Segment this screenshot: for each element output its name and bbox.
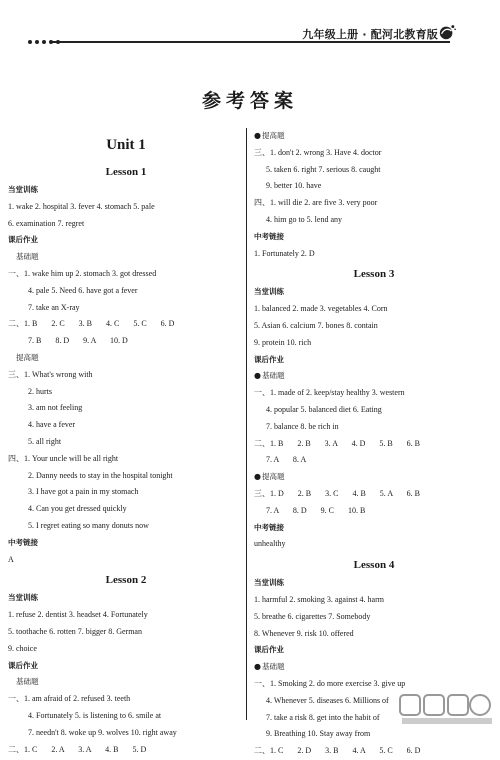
answer-line: unhealthy [254,539,286,549]
answer-line: 一、1. wake him up 2. stomach 3. got dressed [8,268,157,278]
lesson-heading: Lesson 1 [105,166,147,178]
right-column [254,128,494,760]
bullet-icon: ● [254,131,261,140]
answer-line: 二、1. C 2. A 3. A 4. B 5. D [8,744,147,754]
subsection-heading [254,469,494,486]
answer-line: 5. toothache 6. rotten 7. bigger 8. German [8,626,142,636]
answer-line: 三、1. D 2. B 3. C 4. B 5. A 6. B [254,488,421,498]
section-heading: 当堂训练 [254,287,284,297]
lesson-heading: Lesson 4 [353,559,395,572]
answer-line: 4. Fortunately 5. is listening to 6. smile at [28,710,162,720]
answer-line: 7. A 8. D 9. C 10. B [266,505,366,515]
answer-line: 5. I regret eating so many donuts now [28,520,149,530]
answer-line: 3. am not feeling [28,403,83,413]
lesson-heading: Lesson 3 [353,268,395,281]
bullet-icon: ● [254,472,261,482]
section-heading: 当堂训练 [8,185,38,194]
answer-line: 5. Asian 6. calcium 7. bones 8. contain [254,320,378,330]
answer-line: 4. have a fever [28,420,76,430]
answer-line: 5. breathe 6. cigarettes 7. Somebody [254,611,371,621]
answer-line: 4. him go to 5. lend any [266,214,342,224]
answer-line: 7. take a risk 8. get into the habit of [266,712,380,722]
answer-line: 1. Fortunately 2. D [254,248,315,258]
left-column [8,128,244,758]
answer-line: 9. Breathing 10. Stay away from [266,729,371,739]
answer-line: 四、1. Your uncle will be all right [8,453,119,463]
column-divider [246,128,247,720]
answer-line: 1. harmful 2. smoking 3. against 4. harm [254,594,384,604]
subsection-heading [254,128,494,145]
answer-line: 二、1. C 2. D 3. B 4. A 5. C 6. D [254,746,421,756]
subsection-label: 基础题 [261,662,285,672]
answer-line: 二、1. B 2. B 3. A 4. D 5. B 6. B [254,438,421,448]
section-heading: 当堂训练 [254,578,284,588]
answer-line: 1. balanced 2. made 3. vegetables 4. Corn [254,304,388,314]
page-title: 参考答案 [201,90,298,112]
bullet-icon: ● [254,371,261,381]
unit-heading: Unit 1 [106,137,146,153]
answer-line: 7. A 8. A [266,455,307,465]
dot [42,40,46,44]
subsection-heading: 提高题 [16,352,39,362]
subsection-label: 基础题 [261,371,285,381]
answer-line: 4. pale 5. Need 6. have got a fever [28,285,138,295]
answer-line: 7. balance 8. be rich in [266,421,339,431]
answer-line: 2. Danny needs to stay in the hospital tonight [28,470,173,480]
subsection-heading [254,368,494,385]
answer-line: 9. protein 10. rich [254,337,312,347]
answer-line: 7. take an X-ray [28,302,80,312]
bullet-icon: ● [254,662,261,672]
answer-line: 7. needn't 8. woke up 9. wolves 10. right away [28,727,177,737]
answer-line: 8. Whenever 9. risk 10. offered [254,628,354,638]
answer-line: 3. I have got a pain in my stomach [28,487,139,497]
subsection-heading [254,659,494,676]
answer-line: 7. B 8. D 9. A 10. D [28,336,128,346]
section-heading: 课后作业 [254,645,284,655]
section-heading: 课后作业 [254,354,284,364]
answer-line: 4. Whenever 5. diseases 6. Millions of [266,695,389,705]
dot [28,40,32,44]
answer-line: 一、1. am afraid of 2. refused 3. teeth [8,694,131,704]
answer-line: 4. Can you get dressed quickly [28,504,127,514]
answer-line: 9. better 10. have [266,181,322,191]
subsection-heading: 基础题 [16,677,39,687]
answer-line: 二、1. B 2. C 3. B 4. C 5. C 6. D [8,319,175,329]
subsection-label: 提高题 [261,472,285,482]
answer-line: 4. popular 5. balanced diet 6. Eating [266,404,382,414]
answer-line: 2. hurts [28,386,52,396]
answer-line: 6. examination 7. regret [8,218,85,228]
answer-line: 5. taken 6. right 7. serious 8. caught [266,164,381,174]
book-title: 九年级上册 · 配河北教育版 [302,28,438,41]
answer-line: 三、1. don't 2. wrong 3. Have 4. doctor [254,147,382,157]
subsection-label: 提高题 [261,131,285,140]
lesson-heading: Lesson 2 [105,574,147,587]
answer-line: 1. refuse 2. dentist 3. headset 4. Fortunately [8,610,148,620]
section-heading: 课后作业 [8,235,38,245]
answer-line: 三、1. What's wrong with [8,369,93,379]
watermark-logo-icon [398,692,494,726]
dot [35,40,39,44]
publisher-logo-icon [438,23,456,41]
answer-line: 5. all right [28,436,62,446]
section-heading: 课后作业 [8,660,38,670]
section-heading: 中考链接 [254,231,284,241]
answer-line: 一、1. made of 2. keep/stay healthy 3. western [254,388,405,398]
page-header [0,0,500,50]
answer-line: 9. choice [8,643,37,653]
answer-line: 一、1. Smoking 2. do more exercise 3. give up [254,678,406,688]
answer-line: 1. wake 2. hospital 3. fever 4. stomach 5. pale [8,201,155,211]
section-heading: 中考链接 [8,537,38,547]
subsection-heading: 基础题 [16,252,39,262]
section-heading: 当堂训练 [8,593,38,603]
answer-line: 四、1. will die 2. are five 3. very poor [254,198,378,208]
answer-line: A [8,554,14,564]
section-heading: 中考链接 [254,522,284,532]
